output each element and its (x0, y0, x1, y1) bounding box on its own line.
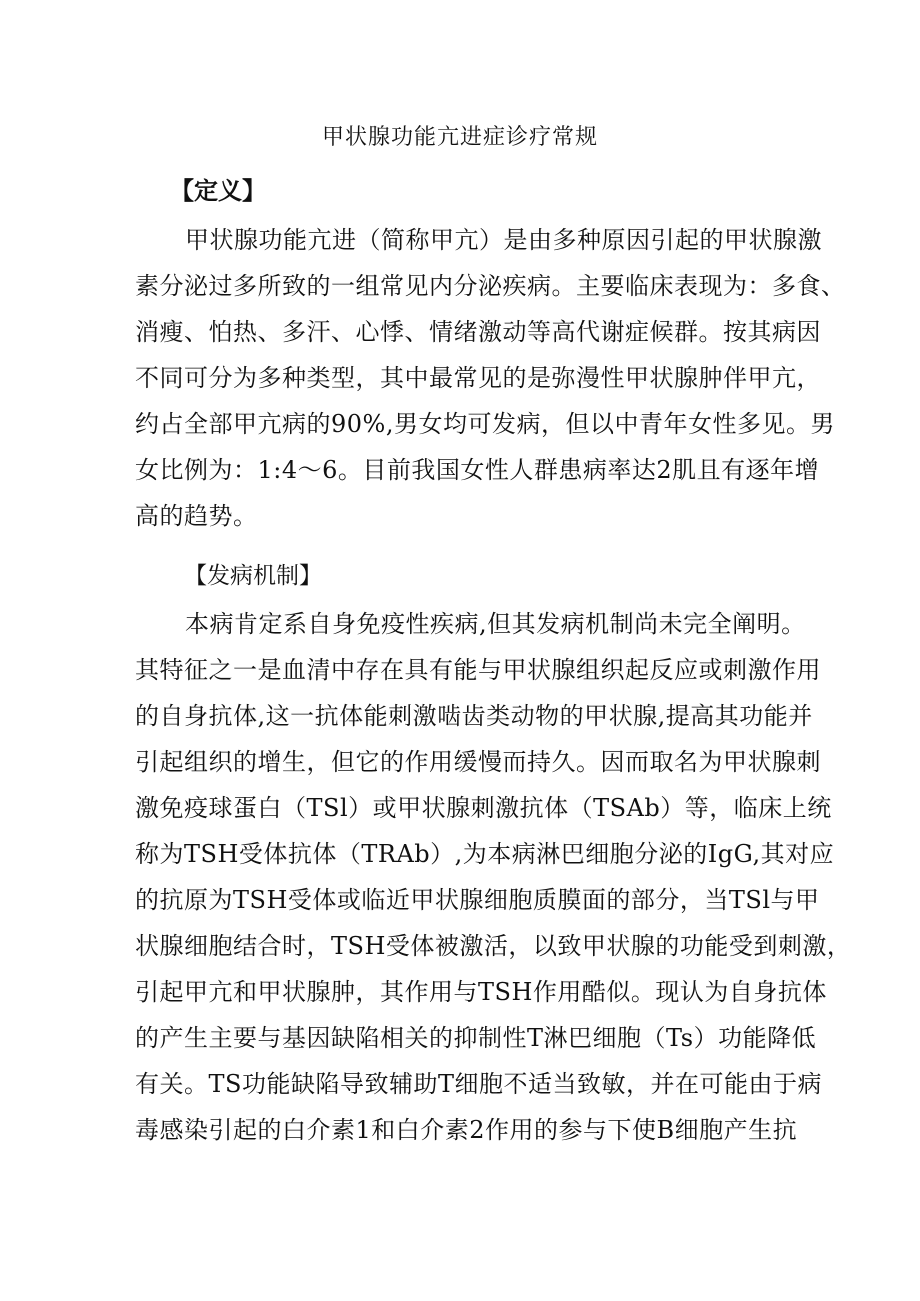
text-line: 约占全部甲亢病的90%,男女均可发病，但以中青年女性多见。男 (135, 410, 835, 438)
text-line: 的抗原为TSH受体或临近甲状腺细胞质膜面的部分，当TSl与甲 (135, 886, 820, 914)
text-line: 激免疫球蛋白（TSl）或甲状腺刺激抗体（TSAb）等，临床上统 (135, 794, 832, 822)
text-line: 本病肯定系自身免疫性疾病,但其发病机制尚未完全阐明。 (185, 610, 806, 638)
text-line: 其特征之一是血清中存在具有能与甲状腺组织起反应或刺激作用 (135, 656, 821, 684)
text-line: 女比例为：1:4～6。目前我国女性人群患病率达2肌且有逐年增 (135, 456, 820, 484)
text-line: 引起甲亢和甲状腺肿，其作用与TSH作用酷似。现认为自身抗体 (135, 978, 827, 1006)
text-line: 甲状腺功能亢进（简称甲亢）是由多种原因引起的甲状腺激 (185, 226, 822, 254)
text-line: 的产生主要与基因缺陷相关的抑制性T淋巴细胞（Ts）功能降低 (135, 1024, 817, 1052)
text-line: 素分泌过多所致的一组常见内分泌疾病。主要临床表现为：多食、 (135, 272, 846, 300)
text-line: 有关。TS功能缺陷导致辅助T细胞不适当致敏，并在可能由于病 (135, 1070, 822, 1098)
text-line: 高的趋势。 (135, 502, 258, 530)
text-line: 毒感染引起的白介素1和白介素2作用的参与下使B细胞产生抗 (135, 1116, 798, 1144)
text-line: 的自身抗体,这一抗体能刺激啮齿类动物的甲状腺,提高其功能并 (135, 702, 813, 730)
document-title: 甲状腺功能亢进症诊疗常规 (321, 125, 598, 150)
text-line: 状腺细胞结合时，TSH受体被激活，以致甲状腺的功能受到刺激， (135, 932, 852, 960)
text-line: 引起组织的增生，但它的作用缓慢而持久。因而取名为甲状腺刺 (135, 748, 821, 776)
text-line: 不同可分为多种类型，其中最常见的是弥漫性甲状腺肿伴甲亢， (135, 364, 821, 392)
section-heading-pathogenesis: 【发病机制】 (184, 563, 322, 589)
text-line: 消瘦、怕热、多汗、心悸、情绪激动等高代谢症候群。按其病因 (135, 318, 821, 346)
section-heading-definition: 【定义】 (170, 176, 266, 205)
text-line: 称为TSH受体抗体（TRAb）,为本病淋巴细胞分泌的IgG,其对应 (135, 840, 835, 868)
